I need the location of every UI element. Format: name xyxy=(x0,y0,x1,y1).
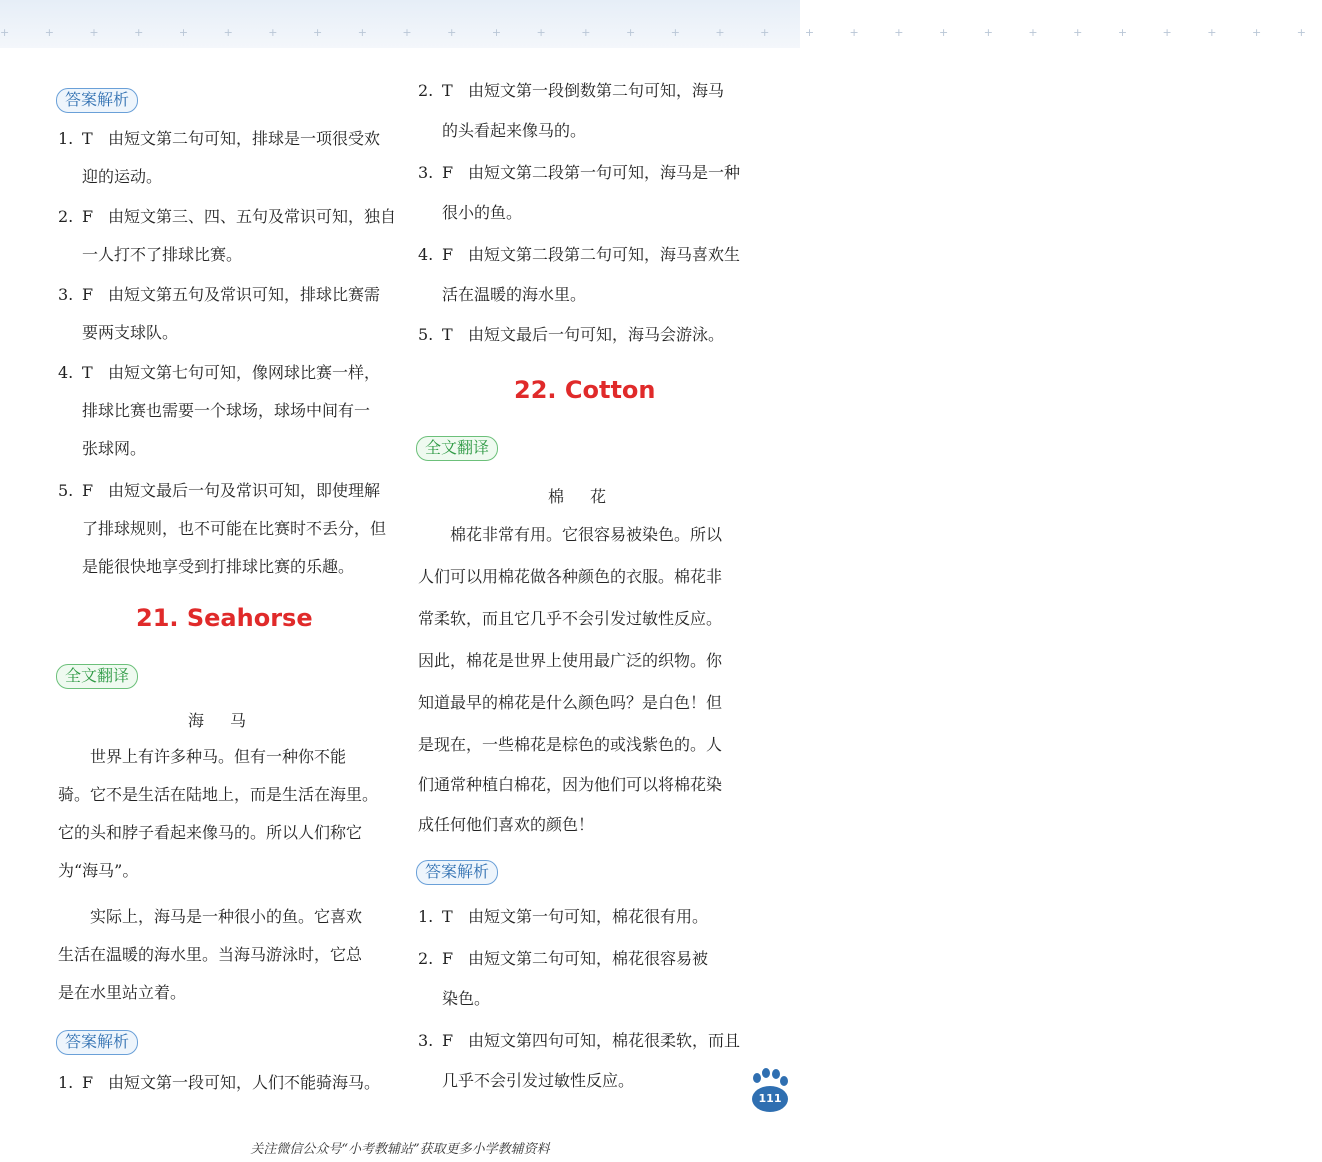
answer-item: 5. F 由短文最后一句及常识可知，即使理解 xyxy=(58,481,381,500)
passage-line: 人们可以用棉花做各种颜色的衣服。棉花非 xyxy=(418,567,723,586)
answer-item: 2. F 由短文第二句可知，棉花很容易被 xyxy=(418,949,709,968)
passage-line: 常柔软，而且它几乎不会引发过敏性反应。 xyxy=(418,609,723,628)
answer-item: 3. F 由短文第二段第一句可知，海马是一种 xyxy=(418,163,741,182)
passage-line: 生活在温暖的海水里。当海马游泳时，它总 xyxy=(58,945,363,964)
page-number: 111 xyxy=(758,1092,782,1105)
passage-line: 骑。它不是生活在陆地上，而是生活在海里。 xyxy=(58,785,379,804)
answer-item: 3. F 由短文第五句及常识可知，排球比赛需 xyxy=(58,285,381,304)
passage-line: 们通常种植白棉花，因为他们可以将棉花染 xyxy=(418,775,723,794)
footer-note: 关注微信公众号“小考教辅站”获取更多小学教辅资料 xyxy=(250,1142,550,1157)
answer-item-cont: 是能很快地享受到打排球比赛的乐趣。 xyxy=(82,557,355,576)
answer-item-cont: 一人打不了排球比赛。 xyxy=(82,245,243,264)
translation-tag: 全文翻译 xyxy=(56,664,138,689)
answer-item: 4. T 由短文第七句可知，像网球比赛一样， xyxy=(58,363,381,382)
answer-item: 2. F 由短文第三、四、五句及常识可知，独自 xyxy=(58,207,397,226)
section-title-seahorse: 21. Seahorse xyxy=(136,604,313,632)
passage-line: 实际上，海马是一种很小的鱼。它喜欢 xyxy=(90,907,363,926)
passage-line: 为“海马”。 xyxy=(58,861,139,880)
answer-item-cont: 要两支球队。 xyxy=(82,323,179,342)
section-title-cotton: 22. Cotton xyxy=(514,376,656,404)
paw-page-icon xyxy=(748,1068,792,1112)
passage-line: 它的头和脖子看起来像马的。所以人们称它 xyxy=(58,823,363,842)
answer-item-cont: 了排球规则，也不可能在比赛时不丢分，但 xyxy=(82,519,387,538)
passage-title: 棉花 xyxy=(548,487,633,506)
passage-line: 成任何他们喜欢的颜色！ xyxy=(418,815,595,834)
answer-item-cont: 几乎不会引发过敏性反应。 xyxy=(442,1071,635,1090)
answer-item: 1. T 由短文第一句可知，棉花很有用。 xyxy=(418,907,709,926)
answer-item: 4. F 由短文第二段第二句可知，海马喜欢生 xyxy=(418,245,741,264)
answer-item-cont: 张球网。 xyxy=(82,439,147,458)
answer-item: 2. T 由短文第一段倒数第二句可知，海马 xyxy=(418,81,725,100)
answer-analysis-tag: 答案解析 xyxy=(56,1030,138,1055)
answer-analysis-tag: 答案解析 xyxy=(56,88,138,113)
answer-item-cont: 排球比赛也需要一个球场，球场中间有一 xyxy=(82,401,371,420)
passage-line: 知道最早的棉花是什么颜色吗？是白色！但 xyxy=(418,693,723,712)
passage-line: 因此，棉花是世界上使用最广泛的织物。你 xyxy=(418,651,723,670)
answer-item: 5. T 由短文最后一句可知，海马会游泳。 xyxy=(418,325,725,344)
passage-line: 棉花非常有用。它很容易被染色。所以 xyxy=(450,525,723,544)
header-pattern: + + + + + + + + + + + + + + + + + + + + + + + + + + + + + + xyxy=(0,26,1322,39)
answer-item-cont: 的头看起来像马的。 xyxy=(442,121,587,140)
passage-title: 海马 xyxy=(188,711,273,730)
passage-line: 是在水里站立着。 xyxy=(58,983,187,1002)
answer-item-cont: 染色。 xyxy=(442,989,491,1008)
answer-analysis-tag: 答案解析 xyxy=(416,860,498,885)
page-header-band xyxy=(0,0,1322,48)
passage-line: 是现在，一些棉花是棕色的或浅紫色的。人 xyxy=(418,735,723,754)
answer-item-cont: 活在温暖的海水里。 xyxy=(442,285,587,304)
passage-line: 世界上有许多种马。但有一种你不能 xyxy=(90,747,347,766)
answer-item: 1. T 由短文第二句可知，排球是一项很受欢 xyxy=(58,129,381,148)
translation-tag: 全文翻译 xyxy=(416,436,498,461)
answer-item: 1. F 由短文第一段可知，人们不能骑海马。 xyxy=(58,1073,381,1092)
answer-item-cont: 很小的鱼。 xyxy=(442,203,523,222)
answer-item: 3. F 由短文第四句可知，棉花很柔软，而且 xyxy=(418,1031,741,1050)
answer-item-cont: 迎的运动。 xyxy=(82,167,163,186)
